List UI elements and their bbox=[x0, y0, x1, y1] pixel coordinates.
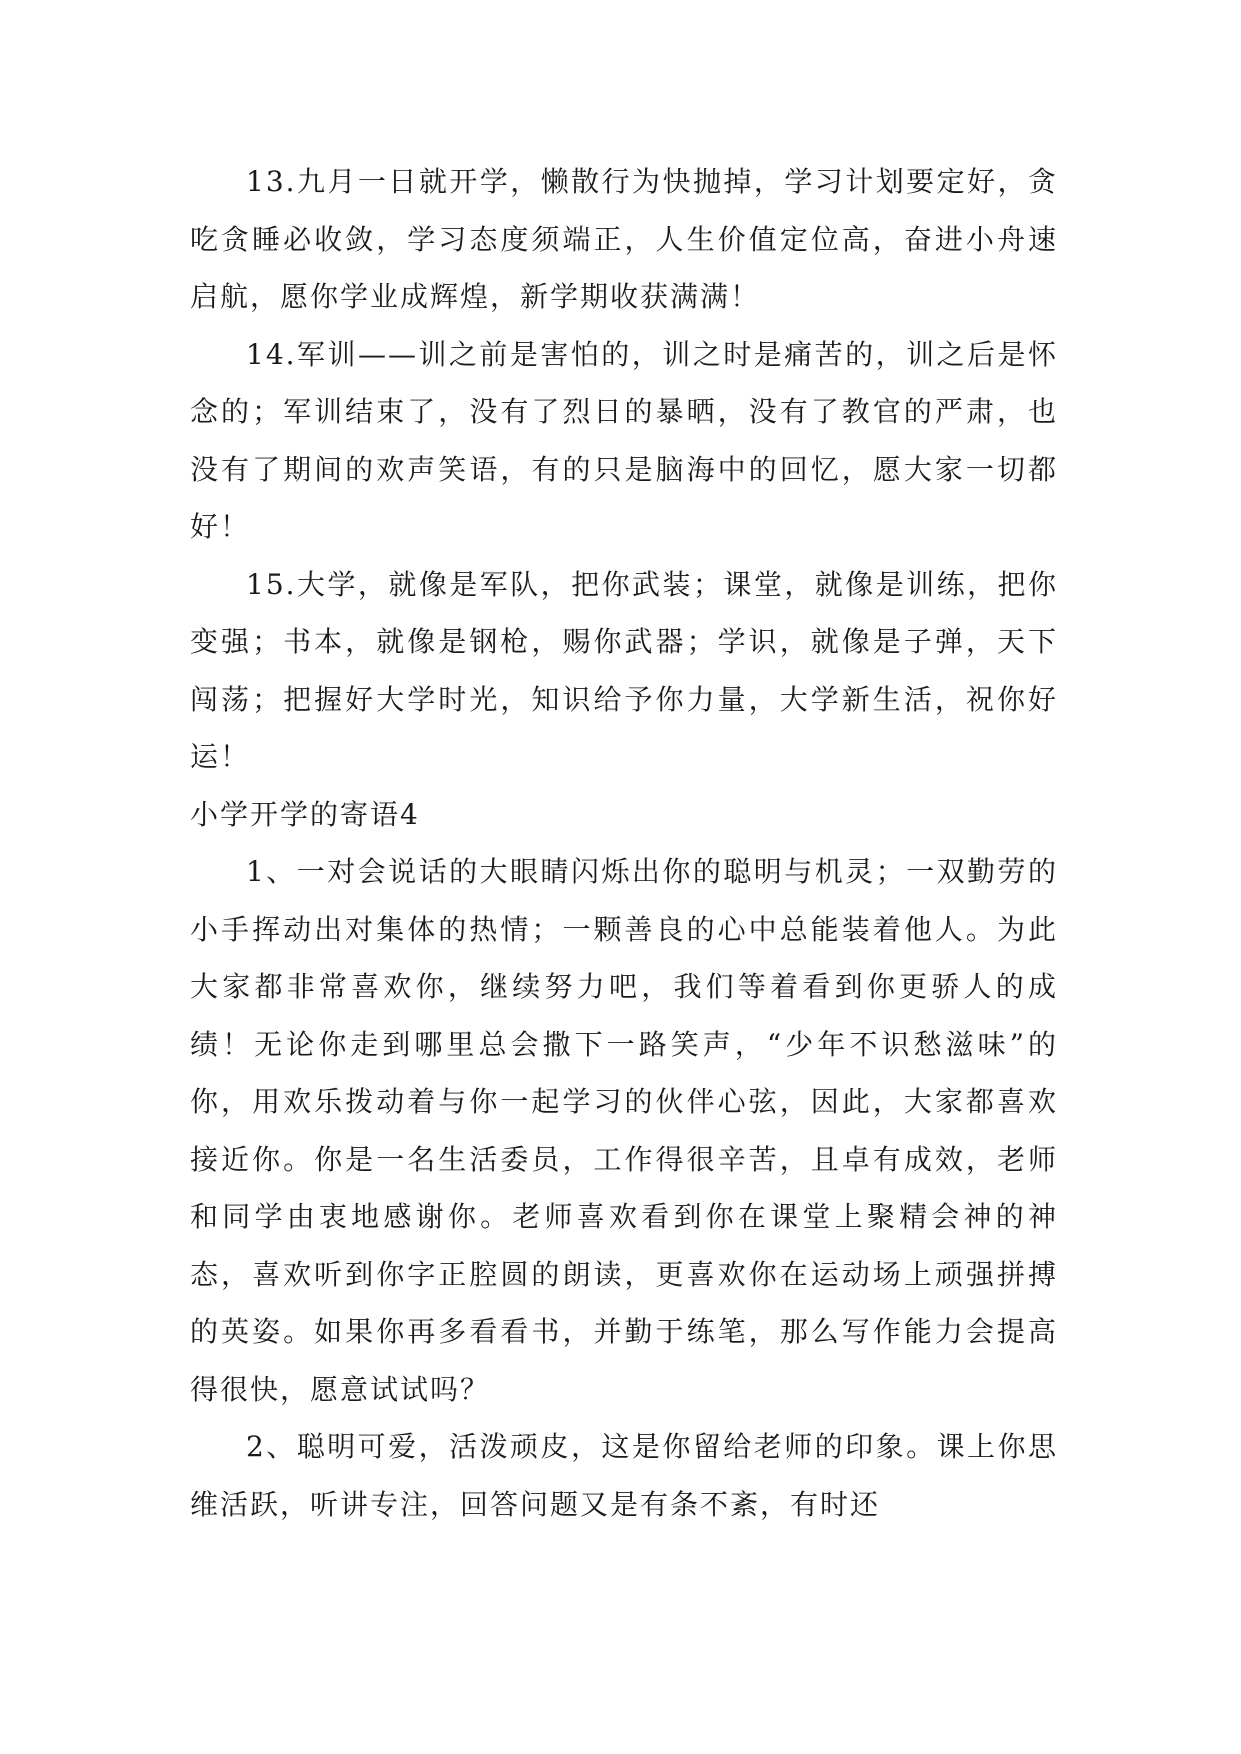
section-heading: 小学开学的寄语4 bbox=[190, 797, 420, 831]
document-body bbox=[190, 153, 1058, 1533]
paragraph-14: 14.军训——训之前是害怕的，训之时是痛苦的，训之后是怀念的；军训结束了，没有了烈日的暴晒，没有了教官的严肃，也没有了期间的欢声笑语，有的只是脑海中的回忆，愿大家一切都好！ bbox=[190, 337, 1058, 543]
section-paragraph-2: 2、聪明可爱，活泼顽皮，这是你留给老师的印象。课上你思维活跃，听讲专注，回答问题又是有条不紊，有时还 bbox=[190, 1430, 1058, 1521]
paragraph-13: 13.九月一日就开学，懒散行为快抛掉，学习计划要定好，贪吃贪睡必收敛，学习态度须端正，人生价值定位高，奋进小舟速启航，愿你学业成辉煌，新学期收获满满！ bbox=[190, 165, 1058, 313]
section-paragraph-1: 1、一对会说话的大眼睛闪烁出你的聪明与机灵；一双勤劳的小手挥动出对集体的热情；一颗善良的心中总能装着他人。为此大家都非常喜欢你，继续努力吧，我们等着看到你更骄人的成绩！无论你走到哪里总会撒下一路笑声，“少年不识愁滋味”的你，用欢乐拨动着与你一起学习的伙伴心弦，因此，大家都喜欢接近你。你是一名生活委员，工作得很辛苦，且卓有成效，老师和同学由衷地感谢你。老师喜欢看到你在课堂上聚精会神的神态，喜欢听到你字正腔圆的朗读，更喜欢你在运动场上顽强拼搏的英姿。如果你再多看看书，并勤于练笔，那么写作能力会提高得很快，愿意试试吗？ bbox=[190, 855, 1058, 1406]
paragraph-15: 15.大学，就像是军队，把你武装；课堂，就像是训练，把你变强；书本，就像是钢枪，赐你武器；学识，就像是子弹，天下闯荡；把握好大学时光，知识给予你力量，大学新生活，祝你好运！ bbox=[190, 567, 1058, 773]
